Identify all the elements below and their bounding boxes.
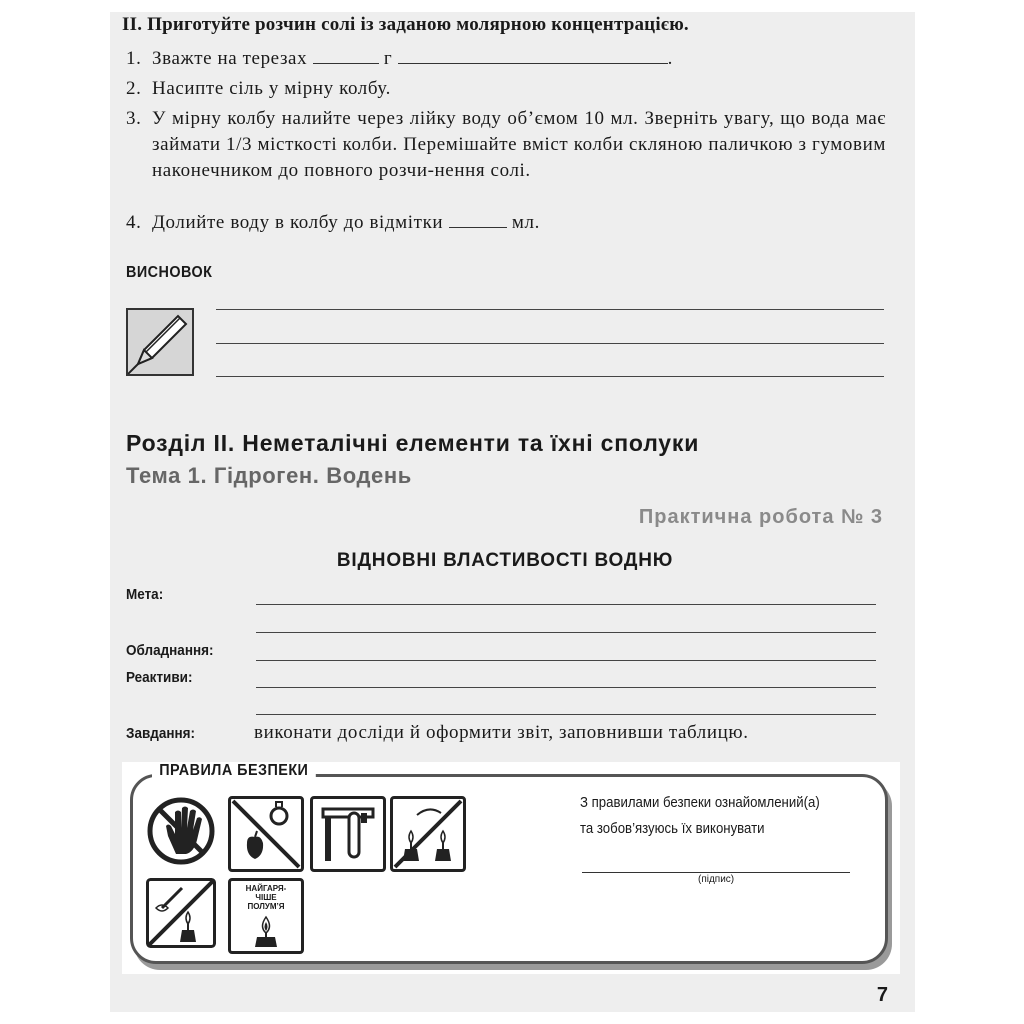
- hottest-flame-icon: [228, 878, 304, 954]
- signature-label: (підпис): [698, 874, 735, 885]
- equipment-line[interactable]: [256, 660, 876, 661]
- task-label: Завдання:: [126, 725, 196, 742]
- conclusion-line-1[interactable]: [216, 309, 884, 310]
- test-tube-holder-icon: [310, 796, 386, 872]
- page-number: 7: [876, 984, 888, 1006]
- goal-line-1[interactable]: [256, 604, 876, 605]
- no-lighting-from-burner-icon: [390, 796, 466, 872]
- equipment-label: Обладнання:: [126, 642, 214, 659]
- signature-line[interactable]: [582, 872, 850, 873]
- reagents-line-1[interactable]: [256, 687, 876, 688]
- no-touch-hand-icon: [146, 796, 216, 866]
- substance-blank[interactable]: [398, 49, 668, 64]
- topic-title: Тема 1. Гідроген. Водень: [126, 463, 412, 488]
- step-1: 1. Зважте на терезах г .: [126, 48, 674, 69]
- volume-blank[interactable]: [449, 213, 507, 228]
- safety-rules-box: [122, 762, 900, 974]
- reagents-line-2[interactable]: [256, 714, 876, 715]
- conclusion-line-3[interactable]: [216, 376, 884, 377]
- step-3: 3. У мірну колбу налийте через лійку воду об’ємом 10 мл. Зверніть увагу, що вода має займати 1/3 місткості колби. Перемішайте вміст колби скляною паличкою з гумовим наконечником до повного розчи-нення солі.: [126, 108, 886, 181]
- task-title: II. Приготуйте розчин солі із заданою молярною концентрацією.: [122, 14, 689, 35]
- task-text: виконати досліди й оформити звіт, заповнивши таблицю.: [254, 722, 749, 743]
- step-2: 2. Насипте сіль у мірну колбу.: [126, 78, 391, 99]
- no-eating-icon: [228, 796, 304, 872]
- no-blowing-out-icon: [146, 878, 216, 948]
- conclusion-line-2[interactable]: [216, 343, 884, 344]
- conclusion-heading: ВИСНОВОК: [126, 264, 213, 281]
- goal-label: Мета:: [126, 586, 164, 603]
- hottest-flame-text: НАЙГАРЯ- ЧІШЕ ПОЛУМ’Я: [245, 884, 287, 911]
- goal-line-2[interactable]: [256, 632, 876, 633]
- agreement-line-2: та зобов’язуюсь їх виконувати: [580, 820, 765, 837]
- pencil-icon: [126, 308, 194, 376]
- agreement-line-1: З правилами безпеки ознайомлений(а): [580, 794, 820, 811]
- reagents-label: Реактиви:: [126, 669, 193, 686]
- practical-number: Практична робота № 3: [638, 506, 883, 528]
- step-4: 4. Долийте воду в колбу до відмітки мл.: [126, 212, 540, 233]
- mass-blank[interactable]: [313, 49, 379, 64]
- work-title: ВІДНОВНІ ВЛАСТИВОСТІ ВОДНЮ: [336, 550, 674, 571]
- section-title: Розділ ІІ. Неметалічні елементи та їхні сполуки: [126, 430, 700, 456]
- safety-title: ПРАВИЛА БЕЗПЕКИ: [152, 762, 316, 780]
